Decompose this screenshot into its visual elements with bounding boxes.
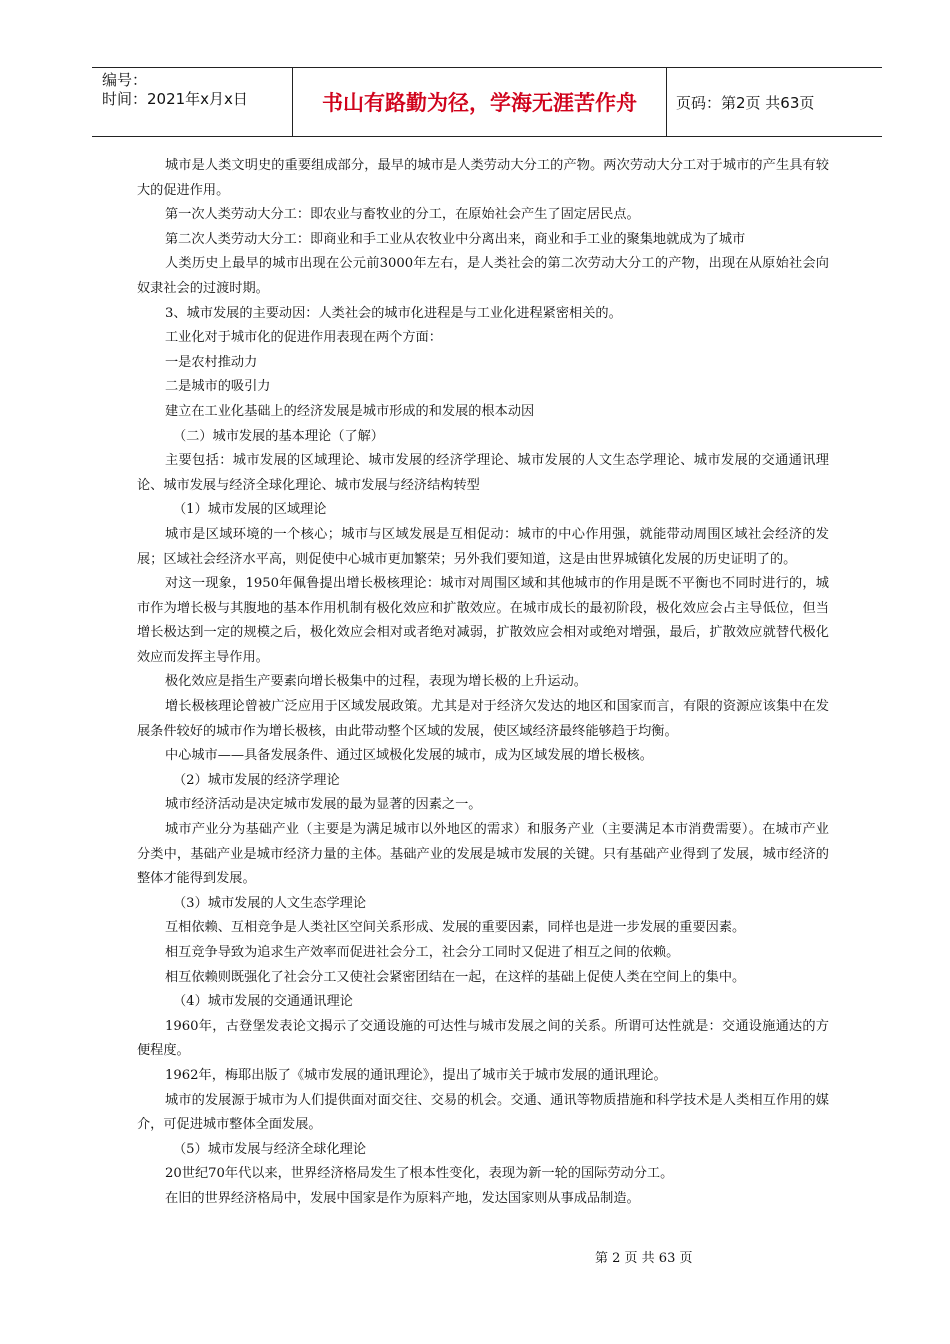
paragraph: 一是农村推动力 [165, 354, 258, 370]
header-meta [102, 71, 248, 109]
section-heading: （4）城市发展的交通通讯理论 [173, 994, 353, 1010]
paragraph: 中心城市——具备发展条件、通过区域极化发展的城市，成为区域发展的增长极核。 [165, 748, 653, 764]
section-heading: （二）城市发展的基本理论（了解） [173, 428, 384, 444]
paragraph: 相互依赖则既强化了社会分工又使社会紧密团结在一起，在这样的基础上促使人类在空间上的集中。 [165, 969, 746, 985]
paragraph: 3、城市发展的主要动因：人类社会的城市化进程是与工业化进程紧密相关的。 [165, 305, 622, 321]
paragraph: 第二次人类劳动大分工：即商业和手工业从农牧业中分离出来，商业和手工业的聚集地就成为了城市 [165, 231, 746, 247]
page-footer: 第 2 页 共 63 页 [595, 1251, 693, 1266]
paragraph: 相互竞争导致为追求生产效率而促进社会分工，社会分工同时又促进了相互之间的依赖。 [165, 945, 680, 960]
document-body [137, 154, 829, 1212]
section-heading: （2）城市发展的经济学理论 [173, 772, 340, 788]
paragraph: 极化效应是指生产要素向增长极集中的过程，表现为增长极的上升运动。 [165, 674, 587, 690]
paragraph: 人类历史上最早的城市出现在公元前3000年左右，是人类社会的第二次劳动大分工的产物，出现在从原始社会向奴隶社会的过渡时期。 [137, 256, 829, 296]
paragraph: 城市经济活动是决定城市发展的最为显著的因素之一。 [165, 797, 482, 813]
paragraph: 第一次人类劳动大分工：即农业与畜牧业的分工，在原始社会产生了固定居民点。 [165, 207, 640, 223]
paragraph: 互相依赖、互相竞争是人类社区空间关系形成、发展的重要因素，同样也是进一步发展的重要因素。 [165, 920, 746, 936]
paragraph: 工业化对于城市化的促进作用表现在两个方面： [165, 330, 442, 346]
paragraph: 增长极核理论曾被广泛应用于区域发展政策。尤其是对于经济欠发达的地区和国家而言，有限的资源应该集中在发展条件较好的城市作为增长极核，由此带动整个区域的发展，使区域经济最终能够趋于均衡。 [137, 699, 829, 739]
paragraph: 主要包括：城市发展的区域理论、城市发展的经济学理论、城市发展的人文生态学理论、城市发展的交通通讯理论、城市发展与经济全球化理论、城市发展与经济结构转型 [137, 453, 829, 493]
section-heading: （1）城市发展的区域理论 [173, 502, 327, 518]
paragraph: 城市的发展源于城市为人们提供面对面交往、交易的机会。交通、通讯等物质措施和科学技术是人类相互作用的媒介，可促进城市整体全面发展。 [137, 1092, 829, 1133]
number-label: 编号： [102, 71, 148, 89]
paragraph: 二是城市的吸引力 [165, 379, 271, 395]
paragraph: 1962年，梅耶出版了《城市发展的通讯理论》，提出了城市关于城市发展的通讯理论。 [165, 1067, 667, 1083]
paragraph: 城市产业分为基础产业（主要是为满足城市以外地区的需求）和服务产业（主要满足本市消费需要）。在城市产业分类中，基础产业是城市经济力量的主体。基础产业的发展是城市发展的关键。只有基础产业得到了发展，城市经济的整体才能得到发展。 [137, 822, 829, 887]
paragraph: 建立在工业化基础上的经济发展是城市形成的和发展的根本动因 [165, 403, 535, 419]
paragraph: 城市是区域环境的一个核心；城市与区域发展是互相促动：城市的中心作用强，就能带动周围区域社会经济的发展；区域社会经济水平高，则促使中心城市更加繁荣；另外我们要知道，这是由世界城镇化发展的历史证明了的。 [137, 526, 829, 567]
paragraph: 20世纪70年代以来，世界经济格局发生了根本性变化，表现为新一轮的国际劳动分工。 [165, 1166, 674, 1182]
header-motto: 书山有路勤为径，学海无涯苦作舟 [292, 68, 667, 136]
header-page-info: 页码：第2页 共63页 [676, 94, 815, 112]
section-heading: （5）城市发展与经济全球化理论 [173, 1141, 367, 1157]
paragraph: 在旧的世界经济格局中，发展中国家是作为原料产地，发达国家则从事成品制造。 [165, 1190, 640, 1206]
time-label: 时间：2021年x月x日 [102, 90, 248, 108]
page-header [92, 67, 882, 137]
paragraph: 城市是人类文明史的重要组成部分，最早的城市是人类劳动大分工的产物。两次劳动大分工对于城市的产生具有较大的促进作用。 [137, 158, 829, 198]
section-heading: （3）城市发展的人文生态学理论 [173, 895, 367, 911]
paragraph: 对这一现象，1950年佩鲁提出增长极核理论：城市对周围区域和其他城市的作用是既不平衡也不同时进行的，城市作为增长极与其腹地的基本作用机制有极化效应和扩散效应。在城市成长的最初阶段，极化效应会占主导低位，但当增长极达到一定的规模之后，极化效应会相对或者绝对减弱，扩散效应会相对或绝对增强，最后，扩散效应就替代极化效应而发挥主导作用。 [137, 576, 829, 665]
paragraph: 1960年，古登堡发表论文揭示了交通设施的可达性与城市发展之间的关系。所谓可达性就是：交通设施通达的方便程度。 [137, 1018, 829, 1059]
